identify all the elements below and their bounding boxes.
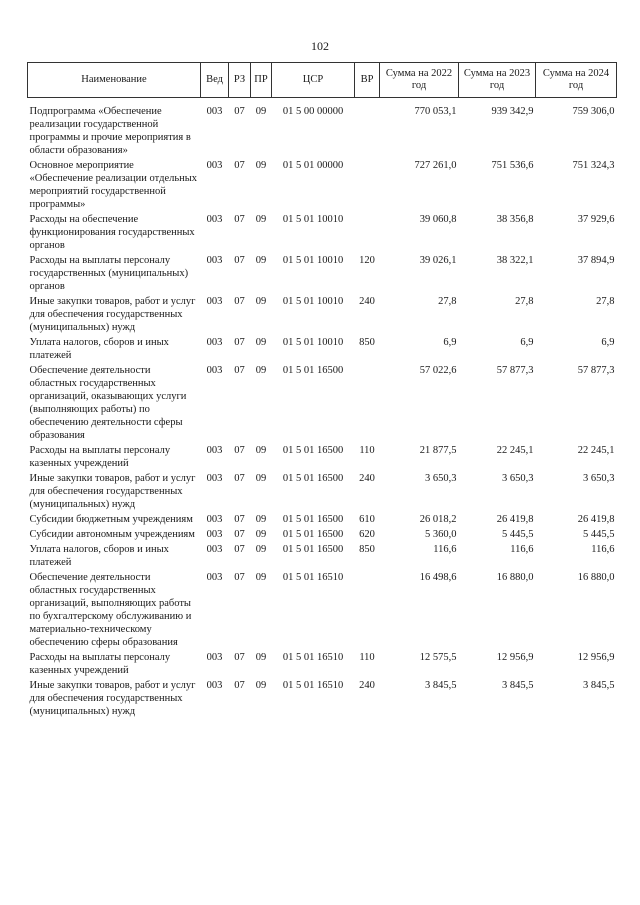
table-row — [28, 543, 617, 571]
row-sum-2024: 751 324,3 — [572, 160, 615, 171]
table-row — [28, 105, 617, 159]
row-sum-2023: 3 650,3 — [502, 473, 534, 484]
row-sum-2022: 39 026,1 — [419, 255, 457, 266]
row-sum-2022: 6,9 — [443, 337, 457, 348]
row-rz: 07 — [234, 337, 245, 348]
row-csr: 01 5 01 10010 — [282, 255, 344, 266]
row-csr: 01 5 01 16510 — [282, 680, 344, 691]
row-pr: 09 — [255, 106, 267, 117]
row-sum-2023: 6,9 — [520, 337, 534, 348]
row-name: Основное мероприятие «Обеспечение реализации отдельных мероприятий государственной программы» — [29, 160, 198, 210]
row-sum-2024: 26 419,8 — [577, 514, 615, 525]
header-sum-2024: Сумма на 2024 год — [536, 63, 617, 98]
row-vr: 620 — [359, 529, 375, 540]
row-sum-2024: 27,8 — [596, 296, 615, 307]
row-ved: 003 — [206, 544, 223, 555]
table-row — [28, 336, 617, 364]
row-ved: 003 — [206, 365, 223, 376]
row-sum-2023: 26 419,8 — [496, 514, 534, 525]
row-csr: 01 5 01 10010 — [282, 214, 344, 225]
row-pr: 09 — [255, 160, 267, 171]
row-rz: 07 — [234, 255, 245, 266]
row-pr: 09 — [255, 514, 267, 525]
table-row — [28, 513, 617, 528]
header-sum-2023: Сумма на 2023 год — [459, 63, 536, 98]
row-pr: 09 — [255, 544, 267, 555]
table-row — [28, 651, 617, 679]
row-csr: 01 5 01 16510 — [282, 652, 344, 663]
table-row — [28, 254, 617, 295]
row-ved: 003 — [206, 296, 223, 307]
row-sum-2023: 27,8 — [515, 296, 534, 307]
row-sum-2023: 22 245,1 — [496, 445, 534, 456]
row-vr: 120 — [359, 255, 375, 266]
row-sum-2022: 21 877,5 — [419, 445, 457, 456]
row-ved: 003 — [206, 255, 223, 266]
row-name: Расходы на выплаты персоналу государственных (муниципальных) органов — [29, 255, 189, 292]
row-rz: 07 — [234, 445, 245, 456]
header-ved: Вед — [201, 63, 229, 98]
row-pr: 09 — [255, 529, 267, 540]
row-sum-2022: 727 261,0 — [414, 160, 457, 171]
row-ved: 003 — [206, 445, 223, 456]
row-name: Иные закупки товаров, работ и услуг для обеспечения государственных (муниципальных) нужд — [29, 680, 196, 717]
row-pr: 09 — [255, 296, 267, 307]
budget-table — [27, 62, 617, 720]
row-sum-2023: 5 445,5 — [502, 529, 534, 540]
row-sum-2024: 3 845,5 — [583, 680, 615, 691]
row-vr: 240 — [359, 296, 375, 307]
row-ved: 003 — [206, 572, 223, 583]
row-ved: 003 — [206, 473, 223, 484]
row-ved: 003 — [206, 214, 223, 225]
row-csr: 01 5 01 00000 — [282, 160, 344, 171]
row-ved: 003 — [206, 106, 223, 117]
row-csr: 01 5 01 16500 — [282, 544, 344, 555]
page-number: 102 — [311, 39, 329, 53]
row-sum-2022: 39 060,8 — [419, 214, 457, 225]
row-name: Уплата налогов, сборов и иных платежей — [29, 544, 169, 568]
row-ved: 003 — [206, 160, 223, 171]
row-rz: 07 — [234, 514, 245, 525]
row-vr: 850 — [359, 337, 375, 348]
table-header — [28, 63, 617, 98]
row-ved: 003 — [206, 652, 223, 663]
table-body — [28, 98, 617, 721]
row-rz: 07 — [234, 106, 245, 117]
row-rz: 07 — [234, 365, 245, 376]
row-vr: 240 — [359, 680, 375, 691]
row-csr: 01 5 01 16500 — [282, 529, 344, 540]
row-name: Иные закупки товаров, работ и услуг для обеспечения государственных (муниципальных) нужд — [29, 473, 196, 510]
row-ved: 003 — [206, 514, 223, 525]
row-ved: 003 — [206, 337, 223, 348]
table-row — [28, 444, 617, 472]
header-csr: ЦСР — [272, 63, 355, 98]
row-sum-2022: 770 053,1 — [414, 106, 457, 117]
row-name: Расходы на выплаты персоналу казенных учреждений — [29, 652, 171, 676]
row-sum-2023: 751 536,6 — [491, 160, 534, 171]
row-ved: 003 — [206, 680, 223, 691]
row-sum-2024: 16 880,0 — [577, 572, 615, 583]
row-pr: 09 — [255, 652, 267, 663]
row-pr: 09 — [255, 445, 267, 456]
row-sum-2024: 12 956,9 — [577, 652, 615, 663]
row-sum-2024: 22 245,1 — [577, 445, 615, 456]
row-sum-2022: 3 650,3 — [425, 473, 457, 484]
table-row — [28, 472, 617, 513]
row-csr: 01 5 01 16500 — [282, 473, 344, 484]
row-sum-2022: 27,8 — [438, 296, 457, 307]
row-vr: 240 — [359, 473, 375, 484]
row-sum-2023: 16 880,0 — [496, 572, 534, 583]
row-name: Иные закупки товаров, работ и услуг для обеспечения государственных (муниципальных) нужд — [29, 296, 196, 333]
row-rz: 07 — [234, 572, 245, 583]
row-sum-2024: 759 306,0 — [572, 106, 615, 117]
row-rz: 07 — [234, 296, 245, 307]
row-rz: 07 — [234, 473, 245, 484]
header-sum-2022: Сумма на 2022 год — [380, 63, 459, 98]
row-pr: 09 — [255, 337, 267, 348]
row-rz: 07 — [234, 544, 245, 555]
row-rz: 07 — [234, 529, 245, 540]
row-csr: 01 5 01 16500 — [282, 514, 344, 525]
row-sum-2024: 37 894,9 — [577, 255, 615, 266]
row-sum-2023: 3 845,5 — [502, 680, 534, 691]
row-vr — [355, 364, 380, 444]
row-pr: 09 — [255, 680, 267, 691]
row-name: Субсидии автономным учреждениям — [29, 529, 195, 540]
row-vr — [355, 571, 380, 651]
row-vr: 850 — [359, 544, 375, 555]
row-csr: 01 5 01 10010 — [282, 296, 344, 307]
row-name: Расходы на обеспечение функционирования государственных органов — [29, 214, 195, 251]
row-vr: 110 — [359, 445, 375, 456]
header-spacer — [28, 98, 617, 106]
row-sum-2023: 57 877,3 — [496, 365, 534, 376]
row-vr — [355, 213, 380, 254]
row-vr — [355, 105, 380, 159]
row-sum-2024: 57 877,3 — [577, 365, 615, 376]
row-pr: 09 — [255, 572, 267, 583]
row-sum-2023: 38 322,1 — [496, 255, 534, 266]
row-sum-2022: 16 498,6 — [419, 572, 457, 583]
row-name: Обеспечение деятельности областных государственных организаций, выполняющих работы по бухгалтерскому обслуживанию и материально-техническому обеспечению сферы образования — [29, 572, 192, 648]
row-sum-2023: 116,6 — [510, 544, 534, 555]
header-name: Наименование — [28, 63, 201, 98]
row-csr: 01 5 01 16500 — [282, 445, 344, 456]
row-name: Обеспечение деятельности областных государственных организаций, оказывающих услуги (выполняющих работы) по обеспечению деятельности сферы образования — [29, 365, 187, 441]
row-pr: 09 — [255, 255, 267, 266]
header-rz: РЗ — [229, 63, 251, 98]
row-name: Уплата налогов, сборов и иных платежей — [29, 337, 169, 361]
row-ved: 003 — [206, 529, 223, 540]
row-pr: 09 — [255, 473, 267, 484]
row-sum-2022: 26 018,2 — [419, 514, 457, 525]
row-sum-2022: 3 845,5 — [425, 680, 457, 691]
row-vr: 110 — [359, 652, 375, 663]
row-rz: 07 — [234, 160, 245, 171]
row-sum-2024: 116,6 — [591, 544, 615, 555]
row-vr — [355, 159, 380, 213]
row-rz: 07 — [234, 680, 245, 691]
row-sum-2024: 37 929,6 — [577, 214, 615, 225]
header-pr: ПР — [251, 63, 272, 98]
row-vr: 610 — [359, 514, 375, 525]
row-sum-2022: 57 022,6 — [419, 365, 457, 376]
row-rz: 07 — [234, 214, 245, 225]
row-sum-2022: 12 575,5 — [419, 652, 457, 663]
table-row — [28, 528, 617, 543]
table-row — [28, 213, 617, 254]
row-sum-2023: 38 356,8 — [496, 214, 534, 225]
row-pr: 09 — [255, 365, 267, 376]
row-csr: 01 5 01 10010 — [282, 337, 344, 348]
table-row — [28, 679, 617, 720]
row-rz: 07 — [234, 652, 245, 663]
row-sum-2022: 116,6 — [433, 544, 457, 555]
row-sum-2023: 12 956,9 — [496, 652, 534, 663]
row-csr: 01 5 01 16510 — [282, 572, 344, 583]
table-row — [28, 295, 617, 336]
row-sum-2024: 3 650,3 — [583, 473, 615, 484]
header-vr: ВР — [355, 63, 380, 98]
row-name: Подпрограмма «Обеспечение реализации государственной программы и прочие мероприятия в области образования» — [29, 106, 191, 156]
table-row — [28, 364, 617, 444]
row-pr: 09 — [255, 214, 267, 225]
table-row — [28, 159, 617, 213]
row-csr: 01 5 00 00000 — [282, 106, 344, 117]
row-sum-2023: 939 342,9 — [491, 106, 534, 117]
row-sum-2022: 5 360,0 — [425, 529, 457, 540]
row-name: Расходы на выплаты персоналу казенных учреждений — [29, 445, 171, 469]
row-sum-2024: 6,9 — [601, 337, 615, 348]
row-sum-2024: 5 445,5 — [583, 529, 615, 540]
row-name: Субсидии бюджетным учреждениям — [29, 514, 193, 525]
table-row — [28, 571, 617, 651]
row-csr: 01 5 01 16500 — [282, 365, 344, 376]
